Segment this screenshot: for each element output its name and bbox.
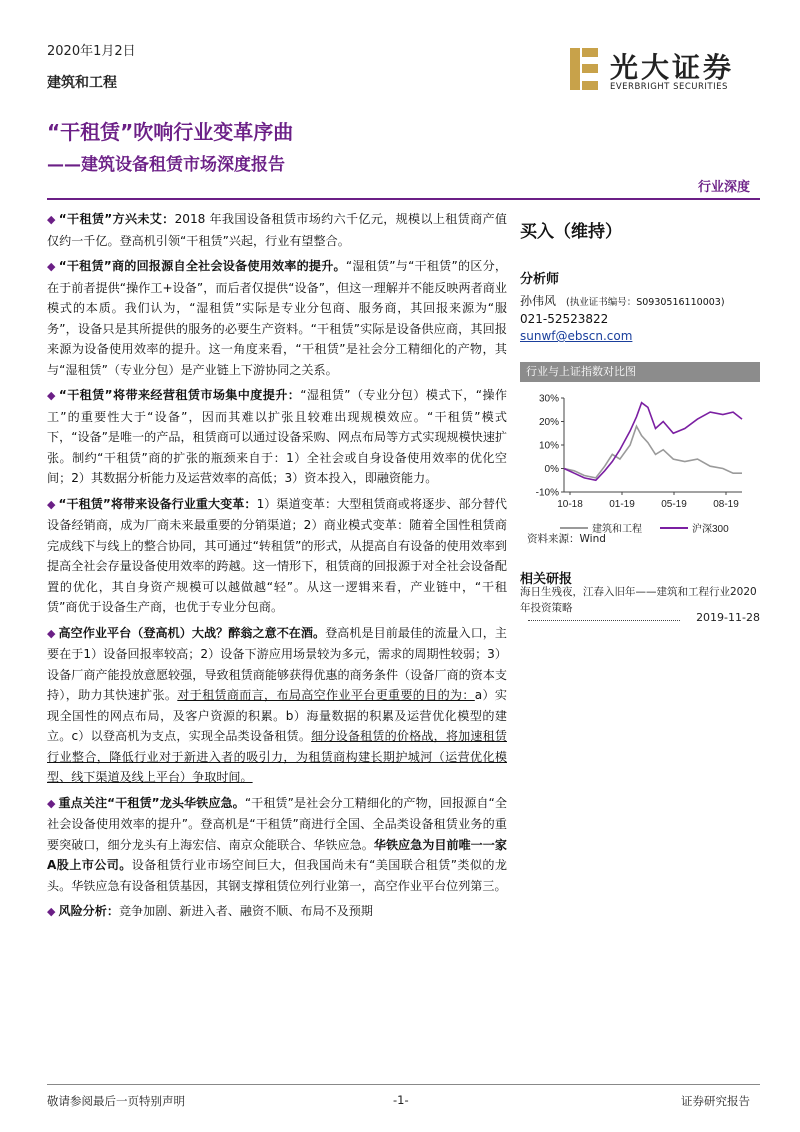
logo-text-en: EVERBRIGHT SECURITIES	[610, 82, 728, 92]
analyst-name: 孙伟风	[520, 294, 557, 308]
paragraph-heading: “干租赁”将带来经营租赁市场集中度提升：	[58, 388, 301, 402]
y-tick-label: 10%	[538, 440, 559, 452]
x-tick-label: 01-19	[609, 499, 635, 510]
summary-paragraph	[47, 494, 507, 618]
paragraph-body: “干租赁”是社会分工精细化的产物，回报源自“全社会设备使用效率的提升”。登高机是“干租赁”商进行全国、全品类设备租赁业务的重要突破口，细分龙头有上海宏信、南京众能联合、华铁应急。	[47, 795, 507, 852]
related-research-heading: 相关研报	[520, 572, 573, 587]
logo-text-cn: 光大证券	[610, 51, 735, 84]
analyst-phone: 021-52523822	[520, 312, 609, 326]
series-line-0	[564, 426, 742, 478]
footer-divider	[47, 1084, 760, 1085]
paragraph-heading: “干租赁”商的回报源自全社会设备使用效率的提升。	[58, 259, 346, 273]
paragraph-heading: 风险分析：	[58, 904, 119, 918]
header-divider	[47, 198, 760, 200]
rating-label: 买入（维持）	[520, 222, 622, 242]
y-tick-label: 0%	[544, 464, 559, 475]
summary-paragraph	[47, 901, 507, 923]
summary-paragraph	[47, 209, 507, 251]
paragraph-body: 竞争加剧、新进入者、融资不顺、布局不及预期	[118, 904, 373, 918]
paragraph-heading: 高空作业平台（登高机）大战？醉翁之意不在酒。	[58, 625, 326, 640]
related-research-date: 2019-11-28	[696, 611, 760, 624]
summary-paragraph	[47, 256, 507, 380]
footer-report-type: 证券研究报告	[681, 1094, 750, 1108]
paragraph-body: 1）渠道变革：大型租赁商或将逐步、部分替代设备经销商，成为厂商未来最重要的分销渠道；2）商业模式变革：随着全国性租赁商完成线下与线上的整合协同，其可通过“转租赁”的形式，从提高自有设备的使用效率到提高全社会存量设备使用效率的跨越。这一情形下，租赁商的回报源于对全社会设备配置的优化，其自身资产规模可以越做越“轻”。从这一逻辑来看，产业链中，“干租赁”商优于设备生产商，也优于专业分包商。	[47, 496, 508, 614]
report-type: 行业深度	[697, 180, 750, 195]
diamond-bullet-icon: ◆	[47, 389, 56, 402]
report-title: “干租赁”吹响行业变革序曲	[47, 120, 294, 144]
analyst-heading: 分析师	[520, 272, 560, 287]
paragraph-body: 登高机是目前最佳的流量入口，主要在于1）设备回报率较高；2）设备下游应用场景较为多元，需求的周期性较弱；3）设备厂商产能投放意愿较强，导致租赁商能够获得优惠的商务条件（设备厂商的资本支持），助力其快速扩张。	[47, 625, 507, 702]
diamond-bullet-icon: ◆	[47, 905, 56, 918]
paragraph-body: “湿租赁”与“干租赁”的区分，在于前者提供“操作工+设备”，而后者仅提供“设备”，但这一理解并不能反映两者商业模式的本质。我们认为，“湿租赁”实际是专业分包商、服务商，其回报来源为“服务”，设备只是其所提供的服务的必要生产资料。“干租赁”实际是设备供应商，其回报来源为设备使用效率的提升。这一角度来看，“干租赁”是社会分工精细化的产物，其与“湿租赁”（专业分包）是产业链上下游协同之关系。	[47, 259, 507, 377]
series-line-1	[564, 403, 742, 481]
sidebar	[520, 209, 760, 345]
x-tick-label: 05-19	[661, 499, 687, 510]
report-subtitle: ——建筑设备租赁市场深度报告	[47, 155, 285, 175]
y-tick-label: -10%	[535, 487, 559, 499]
x-tick-label: 10-18	[557, 499, 583, 510]
related-research-link[interactable]: 海日生残夜，江春入旧年——建筑和工程行业2020年投资策略	[520, 586, 757, 614]
page-number: -1-	[393, 1093, 409, 1107]
diamond-bullet-icon: ◆	[47, 497, 56, 511]
paragraph-heading: 重点关注“干租赁”龙头华铁应急。	[58, 795, 245, 810]
legend-label: 沪深300	[692, 524, 729, 535]
company-logo	[570, 42, 760, 98]
diamond-bullet-icon: ◆	[47, 626, 56, 640]
x-tick-label: 08-19	[713, 499, 739, 510]
y-tick-label: 20%	[538, 417, 559, 428]
logo-mark-icon	[570, 48, 598, 90]
chart-title: 行业与上证指数对比图	[520, 362, 760, 382]
index-comparison-chart	[520, 362, 760, 550]
paragraph-heading: “干租赁”方兴未艾：	[58, 212, 175, 226]
paragraph-body: a）实现全国性的网点布局，及客户资源的积累。b）海量数据的积累及运营优化模型的建立。c）以登高机为支点，实现全品类设备租赁。	[47, 688, 507, 743]
analyst-email-link[interactable]: sunwf@ebscn.com	[520, 329, 633, 343]
report-date: 2020年1月2日	[47, 44, 136, 59]
underlined-text: 对于租赁商而言，布局高空作业平台更重要的目的为：	[177, 688, 475, 702]
sector-label: 建筑和工程	[47, 75, 117, 91]
summary-paragraph	[47, 623, 507, 788]
analyst-info	[520, 293, 760, 345]
chart-svg	[520, 382, 760, 546]
underlined-text: 细分设备租赁的价格战，将加速租赁行业整合，降低行业对于新进入者的吸引力，为租赁商构建长期护城河（运营优化模型、线下渠道及线上平台）争取时间。	[47, 729, 507, 784]
chart-source: 资料来源：Wind	[527, 533, 606, 545]
main-summary	[47, 209, 507, 928]
paragraph-body: 2018 年我国设备租赁市场约六千亿元，规模以上租赁商产值仅约一千亿。登高机引领“干租赁”兴起，行业有望整合。	[47, 212, 507, 248]
bold-text: 华铁应急为目前唯一一家A股上市公司。	[47, 837, 507, 872]
paragraph-body: 设备租赁行业市场空间巨大，但我国尚未有“美国联合租赁”类似的龙头。华铁应急有设备租赁基因，其钢支撑租赁位列行业第一，高空作业平台位列第三。	[47, 858, 507, 893]
y-tick-label: 30%	[538, 393, 559, 405]
analyst-license: (执业证书编号：S0930516110003)	[566, 297, 725, 308]
footer-disclaimer: 敬请参阅最后一页特别声明	[47, 1094, 185, 1108]
paragraph-heading: “干租赁”将带来设备行业重大变革：	[58, 496, 257, 511]
summary-paragraph	[47, 385, 507, 489]
summary-paragraph	[47, 793, 507, 897]
diamond-bullet-icon: ◆	[47, 260, 56, 273]
legend-label: 建筑和工程	[592, 524, 642, 535]
diamond-bullet-icon: ◆	[47, 796, 56, 810]
diamond-bullet-icon: ◆	[47, 213, 56, 226]
paragraph-body: “湿租赁”（专业分包）模式下，“操作工”的重要性大于“设备”，因而其难以扩张且较难出现规模效应。“干租赁”模式下，“设备”是唯一的产品，租赁商可以通过设备采购、网点布局等方式实现规模快速扩张。制约“干租赁”商的扩张的瓶颈来自于：1）全社会或自身设备使用效率的优化空间；2）其数据分析能力及运营效率的高低；3）资本投入，即融资能力。	[47, 388, 508, 485]
